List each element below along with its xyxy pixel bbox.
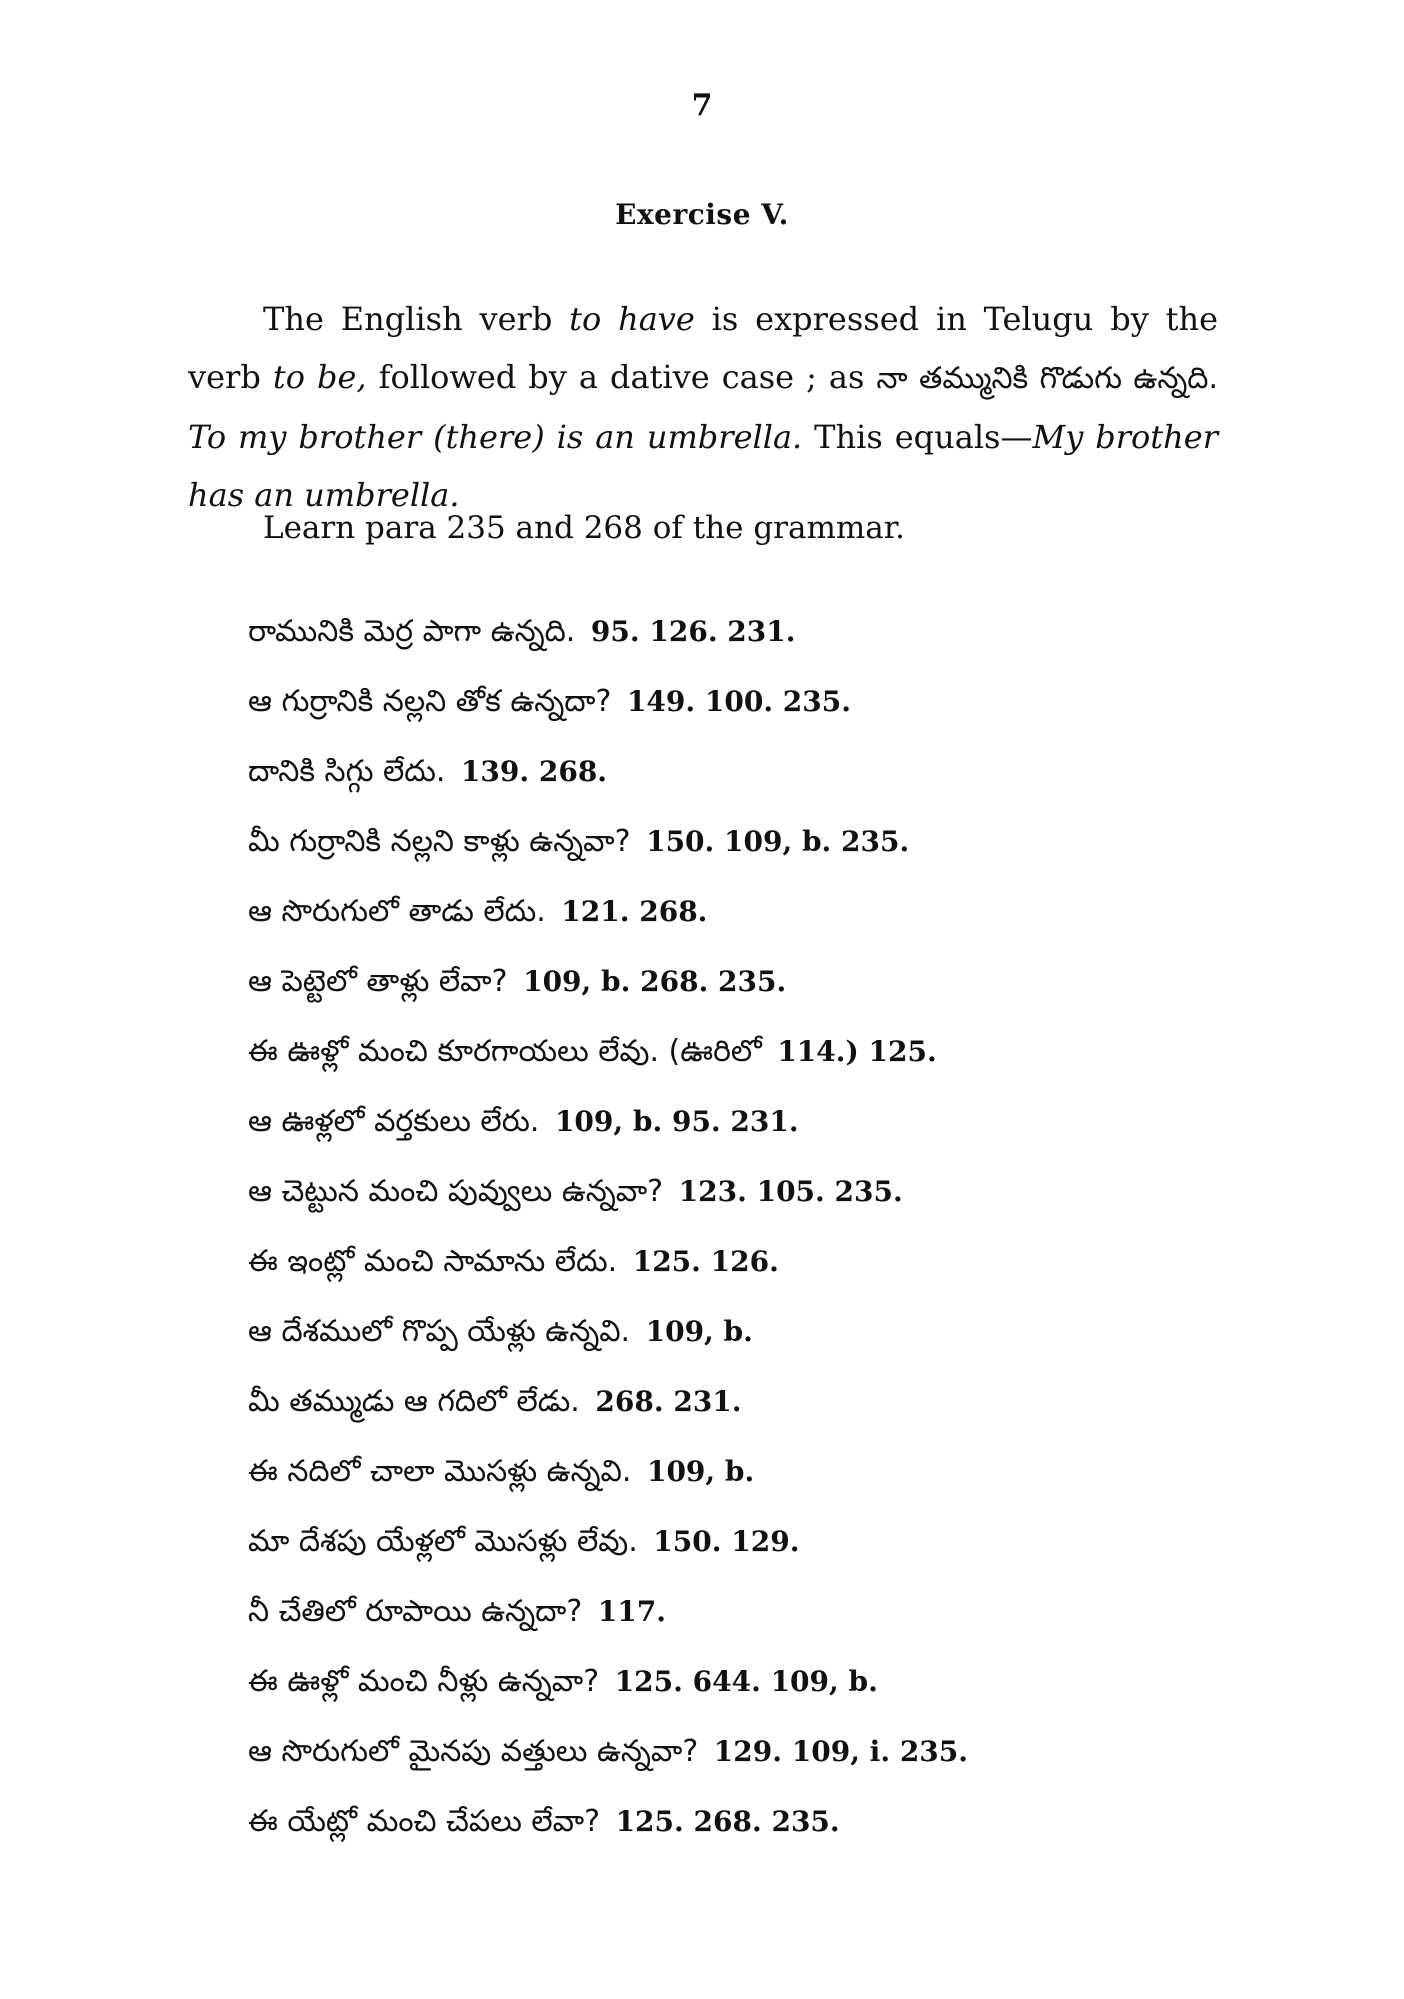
- exercise-refs: 121. 268.: [561, 895, 708, 928]
- exercise-telugu: ఈ నదిలో చాలా మొసళ్లు ఉన్నవి.: [248, 1454, 632, 1489]
- exercise-refs: 123. 105. 235.: [678, 1175, 903, 1208]
- exercise-telugu: రామునికి మెర్ర పాగా ఉన్నది.: [248, 614, 576, 649]
- exercise-line: [248, 1717, 1248, 1787]
- exercise-refs: 125. 644. 109, b.: [614, 1665, 878, 1698]
- intro-italic-equivalent: My brother has an umbrella.: [188, 418, 1219, 514]
- exercise-line: [248, 1367, 1248, 1437]
- exercise-line: [248, 1157, 1248, 1227]
- exercise-refs: 125. 268. 235.: [615, 1805, 840, 1838]
- intro-text: followed by a dative case ; as: [366, 358, 877, 396]
- exercise-refs: 109, b. 95. 231.: [554, 1105, 799, 1138]
- exercise-line: [248, 667, 1248, 737]
- exercise-line: [248, 1297, 1248, 1367]
- intro-text: The English verb: [263, 300, 570, 338]
- intro-italic-to-be: to be,: [272, 358, 367, 396]
- exercise-line: [248, 737, 1248, 807]
- exercise-heading: Exercise V.: [615, 198, 789, 231]
- intro-text: This equals—: [802, 418, 1033, 456]
- exercise-refs: 149. 100. 235.: [626, 685, 852, 718]
- exercise-telugu: ఆ సొరుగులో తాడు లేదు.: [248, 894, 546, 929]
- exercise-refs: 117.: [597, 1595, 666, 1628]
- exercise-line: [248, 1647, 1248, 1717]
- exercise-line: [248, 1577, 1248, 1647]
- exercise-telugu: ఆ గుర్రానికి నల్లని తోక ఉన్నదా?: [248, 684, 612, 719]
- exercise-line: [248, 1227, 1248, 1297]
- exercise-refs: 109, b.: [645, 1315, 753, 1348]
- exercise-telugu: ఈ ఊళ్లో మంచి నీళ్లు ఉన్నవా?: [248, 1664, 600, 1699]
- intro-italic-translation: To my brother (there) is an umbrella.: [188, 418, 803, 456]
- exercise-telugu: దానికి సిగ్గు లేదు.: [248, 754, 446, 789]
- exercise-telugu: ఆ సొరుగులో మైనపు వత్తులు ఉన్నవా?: [248, 1734, 699, 1769]
- exercise-refs: 125. 126.: [632, 1245, 779, 1278]
- exercise-telugu: ఆ చెట్టున మంచి పువ్వులు ఉన్నవా?: [248, 1174, 664, 1209]
- exercise-refs: 114.) 125.: [777, 1035, 937, 1068]
- exercise-line: [248, 1437, 1248, 1507]
- exercise-telugu: నీ చేతిలో రూపాయి ఉన్నదా?: [248, 1594, 583, 1629]
- exercise-telugu: ఈ ఇంట్లో మంచి సామాను లేదు.: [248, 1244, 618, 1279]
- intro-telugu-example: నా తమ్మునికి గొడుగు ఉన్నది.: [876, 361, 1219, 396]
- exercise-line: [248, 1087, 1248, 1157]
- exercise-refs: 150. 129.: [653, 1525, 800, 1558]
- exercise-line: [248, 877, 1248, 947]
- intro-text: is expressed in Telugu by the verb: [188, 300, 1219, 396]
- exercise-refs: 95. 126. 231.: [590, 615, 796, 648]
- exercise-refs: 109, b.: [646, 1455, 755, 1488]
- intro-paragraph: [188, 290, 1218, 524]
- exercise-refs: 109, b. 268. 235.: [523, 965, 787, 998]
- exercise-line: [248, 597, 1248, 667]
- exercise-telugu: ఈ యేట్లో మంచి చేపలు లేవా?: [248, 1804, 601, 1839]
- exercise-telugu: ఈ ఊళ్లో మంచి కూరగాయలు లేవు. (ఊరిలో: [248, 1034, 762, 1069]
- exercise-line: [248, 807, 1248, 877]
- exercise-telugu: మీ తమ్ముడు ఆ గదిలో లేడు.: [248, 1384, 580, 1419]
- exercise-telugu: మీ గుర్రానికి నల్లని కాళ్లు ఉన్నవా?: [248, 824, 631, 859]
- exercise-telugu: ఆ దేశములో గొప్ప యేళ్లు ఉన్నవి.: [248, 1314, 631, 1349]
- exercise-refs: 150. 109, b. 235.: [646, 825, 910, 858]
- intro-italic-to-have: to have: [569, 300, 695, 338]
- exercise-refs: 268. 231.: [595, 1385, 742, 1418]
- page-number: 7: [691, 88, 713, 123]
- exercise-telugu: ఆ పెట్టెలో తాళ్లు లేవా?: [248, 964, 508, 999]
- exercise-refs: 129. 109, i. 235.: [713, 1735, 969, 1768]
- exercise-line: [248, 947, 1248, 1017]
- exercise-line: [248, 1787, 1248, 1857]
- exercise-line: [248, 1017, 1248, 1087]
- exercise-line: [248, 1507, 1248, 1577]
- exercise-list: [248, 597, 1248, 1857]
- learn-instruction: Learn para 235 and 268 of the grammar.: [263, 510, 906, 546]
- exercise-telugu: ఆ ఊళ్లలో వర్తకులు లేరు.: [248, 1104, 540, 1139]
- exercise-refs: 139. 268.: [460, 755, 608, 788]
- exercise-telugu: మా దేశపు యేళ్లలో మొసళ్లు లేవు.: [248, 1524, 638, 1559]
